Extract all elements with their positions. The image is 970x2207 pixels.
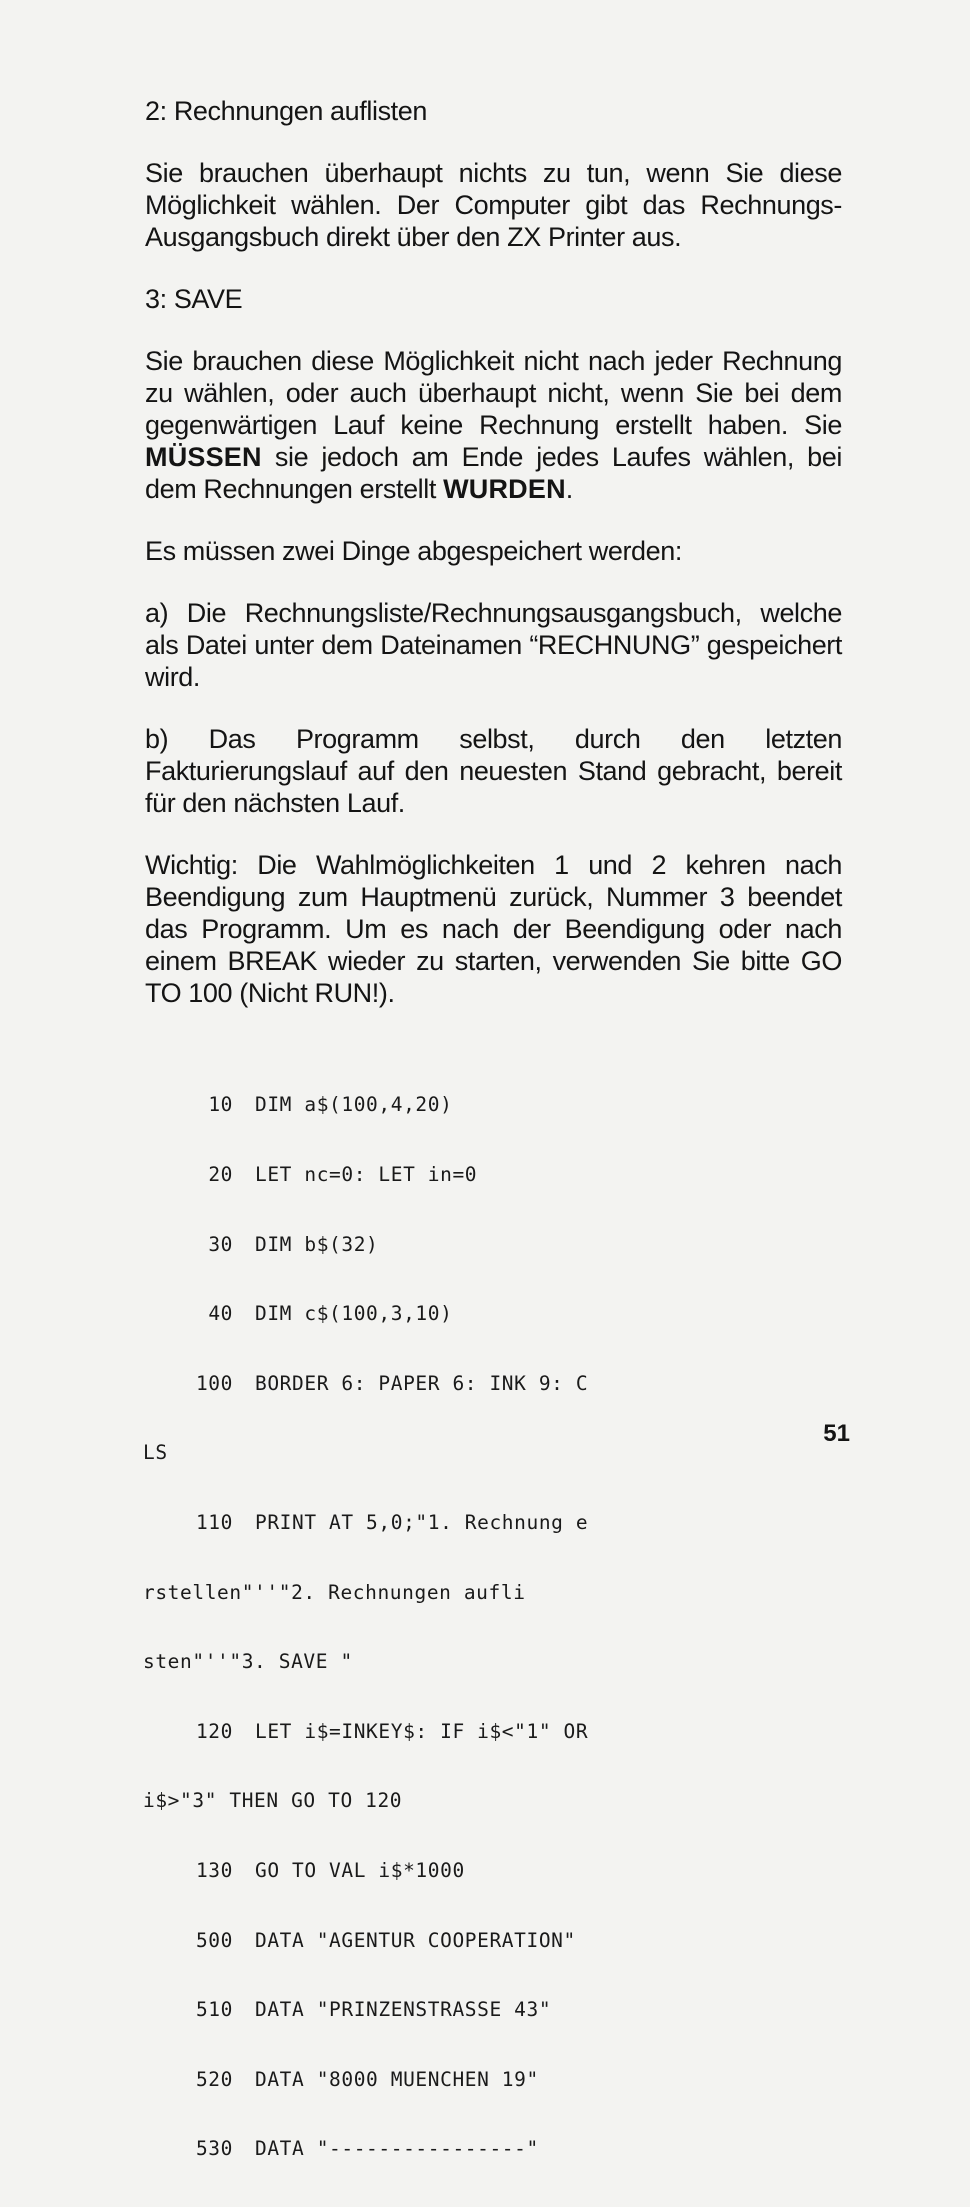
code-text: DATA "PRINZENSTRASSE 43": [255, 1998, 552, 2022]
save-text-end: .: [565, 474, 573, 504]
code-line: [143, 1163, 843, 1186]
code-line: [143, 1233, 843, 1256]
code-text: DIM a$(100,4,20): [255, 1093, 453, 1117]
option-2-paragraph: Sie brauchen überhaupt nichts zu tun, wenn Sie diese Möglichkeit wählen. Der Computer gibt das Rechnungs-Ausgangsbuch direkt über den ZX Printer aus.: [145, 158, 842, 252]
code-line: [143, 1511, 843, 1534]
item-b-paragraph: b) Das Programm selbst, durch den letzten Fakturierungslauf auf den neuesten Stand gebracht, bereit für den nächsten Lauf.: [145, 724, 842, 818]
item-a-paragraph: a) Die Rechnungsliste/Rechnungsausgangsbuch, welche als Datei unter dem Dateinamen “RECHNUNG” gespeichert wird.: [145, 598, 842, 692]
line-number: 120: [195, 1719, 233, 1743]
code-line: [143, 1929, 843, 1952]
line-number: 10: [208, 1093, 233, 1117]
line-number: 500: [195, 1928, 233, 1952]
code-text: DATA "8000 MUENCHEN 19": [255, 2067, 539, 2091]
code-text: BORDER 6: PAPER 6: INK 9: C: [255, 1371, 589, 1395]
code-text: LET i$=INKEY$: IF i$<"1" OR: [255, 1719, 589, 1743]
code-text: PRINT AT 5,0;"1. Rechnung e: [255, 1510, 589, 1534]
code-line: [143, 2068, 843, 2091]
save-text-1: Sie brauchen diese Möglichkeit nicht nach jeder Rechnung zu wählen, oder auch überhaupt nicht, wenn Sie bei dem gegenwärtigen Lauf keine Rechnung erstellt haben. Sie: [145, 346, 842, 440]
code-text: DIM b$(32): [255, 1232, 379, 1256]
basic-program-listing: [143, 1047, 843, 2207]
emphasis-wurden: WURDEN: [443, 474, 566, 504]
code-text: DIM c$(100,3,10): [255, 1302, 453, 1326]
save-paragraph: [145, 345, 842, 505]
line-number: 530: [195, 2137, 233, 2161]
two-things-paragraph: Es müssen zwei Dinge abgespeichert werden:: [145, 536, 682, 566]
body-text: [145, 95, 842, 1009]
code-line: [143, 2137, 843, 2160]
save-text-2: sie jedoch am Ende jedes Laufes wählen, bei dem Rechnungen erstellt: [145, 442, 842, 504]
code-text: DATA "AGENTUR COOPERATION": [255, 1928, 576, 1952]
option-3-heading: 3: SAVE: [145, 284, 243, 314]
line-number: 510: [195, 1998, 233, 2022]
code-continuation: rstellen"''"2. Rechnungen aufli: [143, 1580, 526, 1604]
line-number: 110: [195, 1510, 233, 1534]
code-text: LET nc=0: LET in=0: [255, 1163, 478, 1186]
code-line: [143, 1720, 843, 1743]
code-continuation: sten"''"3. SAVE ": [143, 1650, 353, 1674]
code-continuation: i$>"3" THEN GO TO 120: [143, 1789, 403, 1813]
line-number: 520: [195, 2067, 233, 2091]
line-number: 130: [195, 1858, 233, 1882]
important-paragraph: Wichtig: Die Wahlmöglichkeiten 1 und 2 kehren nach Beendigung zum Hauptmenü zurück, Nummer 3 beendet das Programm. Um es nach der Beendigung oder nach einem BREAK wieder zu starten, verwenden Sie bitte GO TO 100 (Nicht RUN!).: [145, 850, 842, 1008]
emphasis-muessen: MÜSSEN: [145, 442, 262, 472]
code-line: [143, 1998, 843, 2021]
code-line: [143, 1859, 843, 1882]
code-text: DATA "----------------": [255, 2137, 539, 2161]
code-continuation: LS: [143, 1441, 168, 1465]
line-number: 40: [208, 1302, 233, 1326]
code-text: GO TO VAL i$*1000: [255, 1858, 465, 1882]
line-number: 100: [195, 1371, 233, 1395]
code-line: [143, 1372, 843, 1395]
line-number: 20: [208, 1163, 233, 1186]
line-number: 30: [208, 1232, 233, 1256]
code-line: [143, 1302, 843, 1325]
page-number: 51: [823, 1420, 850, 1447]
option-2-heading: 2: Rechnungen auflisten: [145, 96, 428, 126]
code-line: [143, 1093, 843, 1116]
